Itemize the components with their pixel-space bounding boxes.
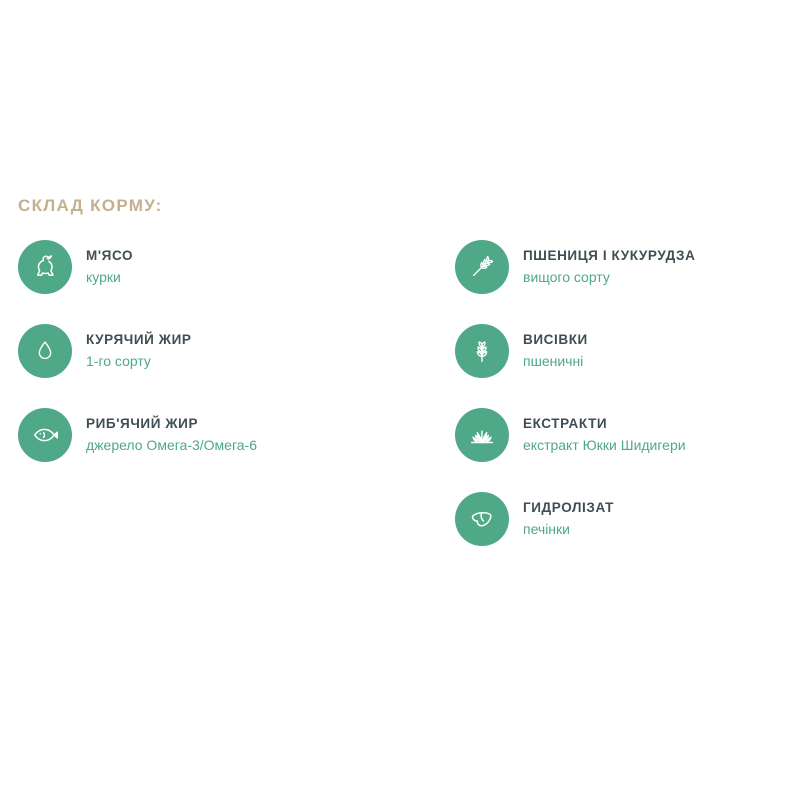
ingredient-badge	[18, 408, 72, 462]
ingredient-subtitle: курки	[86, 269, 121, 286]
ingredient-text	[72, 331, 192, 370]
list-item	[18, 408, 455, 462]
list-item	[455, 408, 800, 462]
ingredient-badge	[455, 408, 509, 462]
ingredient-subtitle: джерело Омега-3/Омега-6	[86, 437, 257, 454]
ingredients-column-right	[455, 240, 800, 576]
ingredient-title: РИБ'ЯЧИЙ ЖИР	[86, 416, 199, 432]
ingredient-text	[509, 247, 695, 286]
ingredient-badge	[18, 324, 72, 378]
list-item	[18, 324, 455, 378]
section-title: СКЛАД КОРМУ:	[18, 196, 163, 215]
ingredient-subtitle: вищого сорту	[523, 269, 610, 286]
ingredient-title: ВИСІВКИ	[523, 332, 588, 348]
wheat-corn-icon	[467, 252, 497, 282]
list-item	[455, 240, 800, 294]
liver-icon	[467, 504, 497, 534]
ingredient-title: КУРЯЧИЙ ЖИР	[86, 332, 192, 348]
ingredient-subtitle: пшеничні	[523, 353, 584, 370]
ingredient-badge	[455, 240, 509, 294]
ingredient-title: ГИДРОЛІЗАТ	[523, 500, 614, 516]
ingredient-title: М'ЯСО	[86, 248, 134, 264]
ingredient-badge	[455, 492, 509, 546]
ingredient-badge	[455, 324, 509, 378]
ingredient-text	[509, 415, 686, 454]
ingredients-columns	[0, 240, 800, 576]
ingredient-text	[72, 415, 257, 454]
ingredient-badge	[18, 240, 72, 294]
ingredient-subtitle: екстракт Юкки Шидигери	[523, 437, 686, 454]
ingredient-title: ЕКСТРАКТИ	[523, 416, 608, 432]
yucca-plant-icon	[467, 420, 497, 450]
oil-drop-icon	[32, 338, 58, 364]
chicken-icon	[30, 252, 60, 282]
ingredients-column-left	[0, 240, 455, 492]
ingredient-subtitle: печінки	[523, 521, 570, 538]
bran-icon	[467, 336, 497, 366]
ingredient-title: ПШЕНИЦЯ І КУКУРУДЗА	[523, 248, 696, 264]
ingredient-subtitle: 1-го сорту	[86, 353, 151, 370]
ingredient-text	[509, 499, 614, 538]
fish-icon	[30, 420, 60, 450]
ingredient-text	[72, 247, 133, 286]
list-item	[455, 492, 800, 546]
ingredient-text	[509, 331, 588, 370]
list-item	[455, 324, 800, 378]
list-item	[18, 240, 455, 294]
